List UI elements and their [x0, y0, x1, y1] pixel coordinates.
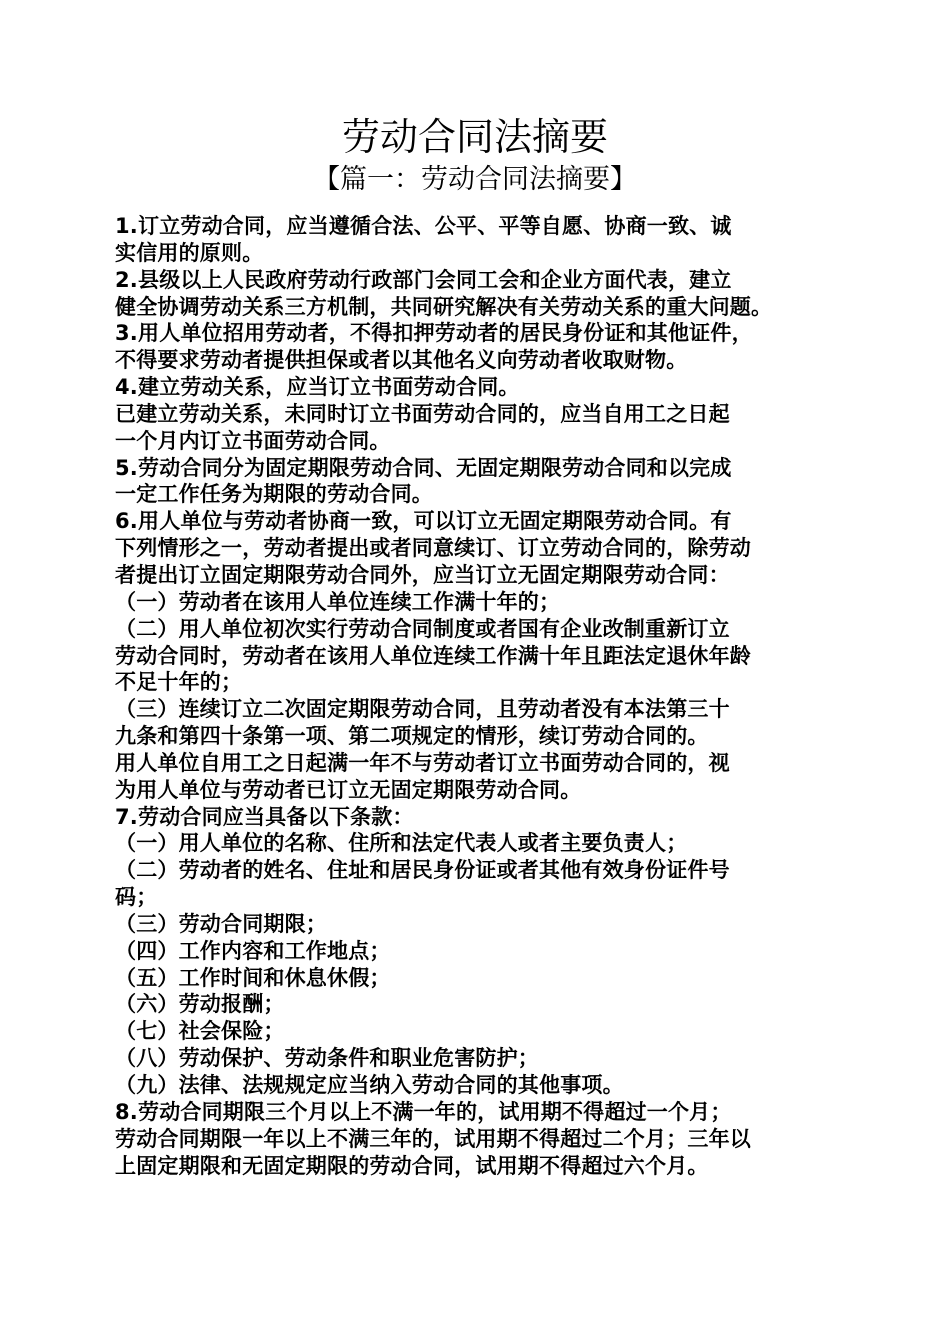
text-line: 劳动合同期限一年以上不满三年的，试用期不得超过二个月；三年以 [115, 1126, 751, 1151]
text-line: 一个月内订立书面劳动合同。 [115, 428, 391, 453]
text-line: 为用人单位与劳动者已订立无固定期限劳动合同。 [115, 777, 582, 802]
text-line: （四）工作内容和工作地点； [115, 938, 391, 963]
text-line: （一）用人单位的名称、住所和法定代表人或者主要负责人； [115, 831, 688, 856]
document-title: 劳动合同法摘要 [341, 115, 608, 159]
text-line: （一）劳动者在该用人单位连续工作满十年的； [115, 589, 561, 614]
text-line: （八）劳动保护、劳动条件和职业危害防护； [115, 1046, 539, 1071]
text-line: （七）社会保险； [115, 1019, 285, 1044]
text-line: 用人单位自用工之日起满一年不与劳动者订立书面劳动合同的，视 [115, 750, 730, 775]
text-line: 5.劳动合同分为固定期限劳动合同、无固定期限劳动合同和以完成 [115, 455, 732, 480]
text-line: 下列情形之一，劳动者提出或者同意续订、订立劳动合同的，除劳动 [115, 536, 751, 561]
text-line: （二）劳动者的姓名、住址和居民身份证或者其他有效身份证件号 [115, 858, 730, 883]
text-line: （三）劳动合同期限； [115, 911, 327, 936]
text-line: 4.建立劳动关系，应当订立书面劳动合同。 [115, 375, 520, 400]
text-line: 已建立劳动关系，未同时订立书面劳动合同的，应当自用工之日起 [115, 401, 730, 426]
text-line: （三）连续订立二次固定期限劳动合同，且劳动者没有本法第三十 [115, 697, 730, 722]
text-line: 一定工作任务为期限的劳动合同。 [115, 482, 433, 507]
text-line: 7.劳动合同应当具备以下条款： [115, 804, 414, 829]
document-subtitle: 【篇一：劳动合同法摘要】 [313, 164, 637, 195]
text-line: 劳动合同时，劳动者在该用人单位连续工作满十年且距法定退休年龄 [115, 643, 751, 668]
text-line: （九）法律、法规规定应当纳入劳动合同的其他事项。 [115, 1073, 624, 1097]
text-line: 8.劳动合同期限三个月以上不满一年的，试用期不得超过一个月； [115, 1099, 732, 1124]
text-line: 3.用人单位招用劳动者，不得扣押劳动者的居民身份证和其他证件， [115, 321, 753, 346]
text-line: 九条和第四十条第一项、第二项规定的情形，续订劳动合同的。 [115, 724, 709, 749]
text-line: 码； [115, 885, 158, 910]
text-line: 1.订立劳动合同，应当遵循合法、公平、平等自愿、协商一致、诚 [115, 214, 732, 238]
text-line: 2.县级以上人民政府劳动行政部门会同工会和企业方面代表，建立 [115, 267, 732, 292]
text-line: 健全协调劳动关系三方机制，共同研究解决有关劳动关系的重大问题。 [115, 294, 773, 319]
text-line: 者提出订立固定期限劳动合同外，应当订立无固定期限劳动合同： [115, 562, 730, 587]
text-line: （二）用人单位初次实行劳动合同制度或者国有企业改制重新订立 [115, 616, 730, 641]
text-line: 不得要求劳动者提供担保或者以其他名义向劳动者收取财物。 [115, 348, 688, 373]
text-line: （五）工作时间和休息休假； [115, 965, 391, 990]
text-line: 实信用的原则。 [115, 240, 264, 265]
text-line: 6.用人单位与劳动者协商一致，可以订立无固定期限劳动合同。有 [115, 509, 732, 534]
document-body [115, 213, 855, 1179]
text-line: 上固定期限和无固定期限的劳动合同，试用期不得超过六个月。 [115, 1153, 709, 1178]
text-line: 不足十年的； [115, 670, 243, 695]
text-line: （六）劳动报酬； [115, 992, 285, 1017]
